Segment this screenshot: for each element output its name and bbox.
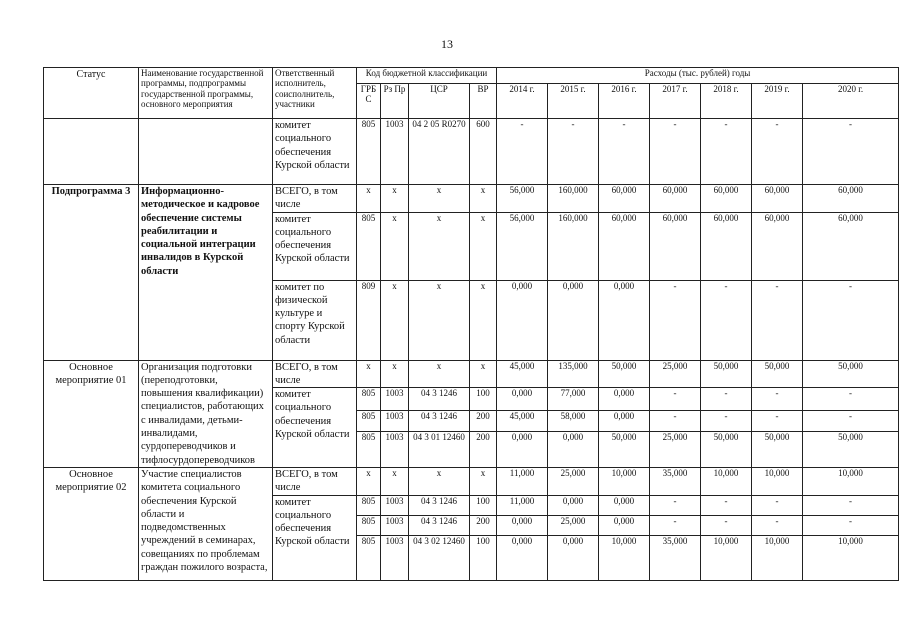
value-cell: 60,000	[803, 185, 899, 213]
value-cell: -	[701, 410, 752, 431]
name-cell-empty	[139, 119, 273, 185]
table-row	[44, 119, 899, 185]
value-cell: 58,000	[548, 410, 599, 431]
value-cell: -	[599, 119, 650, 185]
value-cell: 135,000	[548, 360, 599, 388]
grbs-cell: 805	[357, 495, 381, 515]
status-cell: Подпрограмма 3	[44, 185, 139, 361]
csr-cell: x	[409, 467, 470, 495]
value-cell: 160,000	[548, 185, 599, 213]
value-cell: -	[752, 280, 803, 360]
rzpr-cell: 1003	[381, 388, 409, 411]
executor-cell: ВСЕГО, в том числе	[273, 467, 357, 495]
header-year: 2020 г.	[803, 84, 899, 119]
grbs-cell: x	[357, 185, 381, 213]
rzpr-cell: 1003	[381, 495, 409, 515]
table-row	[44, 360, 899, 388]
value-cell: 35,000	[650, 535, 701, 580]
vr-cell: x	[470, 185, 497, 213]
value-cell: -	[701, 388, 752, 411]
vr-cell: x	[470, 280, 497, 360]
grbs-cell: 805	[357, 212, 381, 280]
value-cell: 0,000	[497, 431, 548, 467]
status-cell: Основное мероприятие 01	[44, 360, 139, 467]
csr-cell: x	[409, 185, 470, 213]
vr-cell: x	[470, 212, 497, 280]
value-cell: 60,000	[650, 212, 701, 280]
value-cell: -	[803, 388, 899, 411]
rzpr-cell: 1003	[381, 119, 409, 185]
value-cell: -	[701, 280, 752, 360]
value-cell: -	[803, 410, 899, 431]
value-cell: 50,000	[752, 431, 803, 467]
grbs-cell: 805	[357, 515, 381, 535]
header-year: 2019 г.	[752, 84, 803, 119]
vr-cell: 200	[470, 515, 497, 535]
value-cell: 10,000	[599, 535, 650, 580]
executor-cell: комитет по физической культуре и спорту Курской области	[273, 280, 357, 360]
value-cell: 25,000	[650, 360, 701, 388]
rzpr-cell: 1003	[381, 515, 409, 535]
csr-cell: 04 3 1246	[409, 495, 470, 515]
value-cell: 10,000	[599, 467, 650, 495]
value-cell: 45,000	[497, 360, 548, 388]
value-cell: 50,000	[803, 431, 899, 467]
value-cell: 25,000	[548, 515, 599, 535]
csr-cell: 04 3 1246	[409, 388, 470, 411]
value-cell: 25,000	[650, 431, 701, 467]
header-executor: Ответственный исполнитель, соисполнитель, участники	[273, 68, 357, 119]
header-year: 2017 г.	[650, 84, 701, 119]
header-year: 2015 г.	[548, 84, 599, 119]
vr-cell: 100	[470, 495, 497, 515]
executor-cell: комитет социального обеспечения Курской области	[273, 388, 357, 468]
value-cell: 10,000	[701, 535, 752, 580]
grbs-cell: 805	[357, 119, 381, 185]
value-cell: 50,000	[701, 360, 752, 388]
rzpr-cell: 1003	[381, 535, 409, 580]
value-cell: 10,000	[803, 535, 899, 580]
value-cell: -	[752, 495, 803, 515]
value-cell: 60,000	[701, 185, 752, 213]
value-cell: 60,000	[650, 185, 701, 213]
header-status: Статус	[44, 68, 139, 119]
vr-cell: 200	[470, 431, 497, 467]
header-year: 2014 г.	[497, 84, 548, 119]
value-cell: -	[752, 388, 803, 411]
value-cell: -	[701, 495, 752, 515]
value-cell: 0,000	[599, 410, 650, 431]
value-cell: -	[803, 280, 899, 360]
header-rzpr: Рз Пр	[381, 84, 409, 119]
value-cell: -	[650, 495, 701, 515]
rzpr-cell: x	[381, 360, 409, 388]
value-cell: -	[650, 388, 701, 411]
executor-cell: ВСЕГО, в том числе	[273, 185, 357, 213]
value-cell: 0,000	[599, 280, 650, 360]
value-cell: 11,000	[497, 495, 548, 515]
value-cell: 11,000	[497, 467, 548, 495]
value-cell: 25,000	[548, 467, 599, 495]
csr-cell: 04 3 02 12460	[409, 535, 470, 580]
value-cell: 0,000	[599, 388, 650, 411]
value-cell: -	[650, 515, 701, 535]
rzpr-cell: x	[381, 280, 409, 360]
value-cell: 50,000	[599, 360, 650, 388]
value-cell: 60,000	[803, 212, 899, 280]
value-cell: -	[752, 515, 803, 535]
value-cell: 10,000	[803, 467, 899, 495]
value-cell: 50,000	[752, 360, 803, 388]
grbs-cell: 805	[357, 410, 381, 431]
grbs-cell: 805	[357, 388, 381, 411]
value-cell: -	[650, 119, 701, 185]
grbs-cell: 809	[357, 280, 381, 360]
value-cell: 10,000	[752, 467, 803, 495]
value-cell: -	[803, 119, 899, 185]
rzpr-cell: x	[381, 212, 409, 280]
rzpr-cell: 1003	[381, 431, 409, 467]
csr-cell: 04 3 01 12460	[409, 431, 470, 467]
name-cell: Информационно-методическое и кадровое обеспечение системы реабилитации и социальной интеграции инвалидов в Курской области	[139, 185, 273, 361]
value-cell: -	[548, 119, 599, 185]
table-row	[44, 185, 899, 213]
budget-table	[43, 67, 899, 581]
value-cell: 60,000	[599, 185, 650, 213]
rzpr-cell: x	[381, 467, 409, 495]
vr-cell: 200	[470, 410, 497, 431]
executor-cell: комитет социального обеспечения Курской области	[273, 119, 357, 185]
header-year: 2016 г.	[599, 84, 650, 119]
name-cell: Участие специалистов комитета социального обеспечения Курской области и подведомственных учреждений в семинарах, совещаниях по проблемам граждан пожилого возраста,	[139, 467, 273, 580]
value-cell: 0,000	[599, 515, 650, 535]
header-csr: ЦСР	[409, 84, 470, 119]
table-row	[44, 467, 899, 495]
value-cell: 0,000	[497, 535, 548, 580]
value-cell: 10,000	[752, 535, 803, 580]
value-cell: 160,000	[548, 212, 599, 280]
executor-cell: ВСЕГО, в том числе	[273, 360, 357, 388]
value-cell: 60,000	[599, 212, 650, 280]
value-cell: 0,000	[497, 515, 548, 535]
header-expenses: Расходы (тыс. рублей) годы	[497, 68, 899, 84]
value-cell: 60,000	[752, 185, 803, 213]
value-cell: -	[650, 280, 701, 360]
value-cell: 0,000	[548, 495, 599, 515]
vr-cell: 600	[470, 119, 497, 185]
value-cell: -	[752, 410, 803, 431]
vr-cell: 100	[470, 535, 497, 580]
value-cell: 0,000	[497, 280, 548, 360]
value-cell: -	[650, 410, 701, 431]
grbs-cell: x	[357, 360, 381, 388]
value-cell: 50,000	[803, 360, 899, 388]
header-year: 2018 г.	[701, 84, 752, 119]
value-cell: 77,000	[548, 388, 599, 411]
rzpr-cell: 1003	[381, 410, 409, 431]
csr-cell: 04 3 1246	[409, 515, 470, 535]
vr-cell: 100	[470, 388, 497, 411]
value-cell: 10,000	[701, 467, 752, 495]
value-cell: -	[701, 119, 752, 185]
value-cell: 60,000	[701, 212, 752, 280]
value-cell: -	[497, 119, 548, 185]
page-number: 13	[441, 37, 453, 51]
executor-cell: комитет социального обеспечения Курской области	[273, 212, 357, 280]
value-cell: 60,000	[752, 212, 803, 280]
vr-cell: x	[470, 467, 497, 495]
value-cell: 45,000	[497, 410, 548, 431]
value-cell: 0,000	[497, 388, 548, 411]
grbs-cell: x	[357, 467, 381, 495]
value-cell: 50,000	[701, 431, 752, 467]
value-cell: 56,000	[497, 185, 548, 213]
header-name: Наименование государственной программы, подпрограммы государственной программы, основного мероприятия	[139, 68, 273, 119]
csr-cell: x	[409, 360, 470, 388]
header-grbs: ГРБ С	[357, 84, 381, 119]
value-cell: -	[701, 515, 752, 535]
rzpr-cell: x	[381, 185, 409, 213]
csr-cell: x	[409, 280, 470, 360]
value-cell: -	[752, 119, 803, 185]
value-cell: 56,000	[497, 212, 548, 280]
value-cell: 0,000	[548, 280, 599, 360]
value-cell: 0,000	[599, 495, 650, 515]
value-cell: 35,000	[650, 467, 701, 495]
status-cell: Основное мероприятие 02	[44, 467, 139, 580]
name-cell: Организация подготовки (переподготовки, повышения квалификации) специалистов, работающих с инвалидами, детьми-инвалидами, сурдопереводчиков и тифлосурдопереводчиков	[139, 360, 273, 467]
status-cell-empty	[44, 119, 139, 185]
value-cell: 0,000	[548, 431, 599, 467]
grbs-cell: 805	[357, 535, 381, 580]
grbs-cell: 805	[357, 431, 381, 467]
csr-cell: x	[409, 212, 470, 280]
value-cell: -	[803, 515, 899, 535]
value-cell: 50,000	[599, 431, 650, 467]
csr-cell: 04 2 05 R0270	[409, 119, 470, 185]
executor-cell: комитет социального обеспечения Курской области	[273, 495, 357, 580]
header-vr: ВР	[470, 84, 497, 119]
csr-cell: 04 3 1246	[409, 410, 470, 431]
value-cell: 0,000	[548, 535, 599, 580]
vr-cell: x	[470, 360, 497, 388]
header-budget-code: Код бюджетной классификации	[357, 68, 497, 84]
value-cell: -	[803, 495, 899, 515]
